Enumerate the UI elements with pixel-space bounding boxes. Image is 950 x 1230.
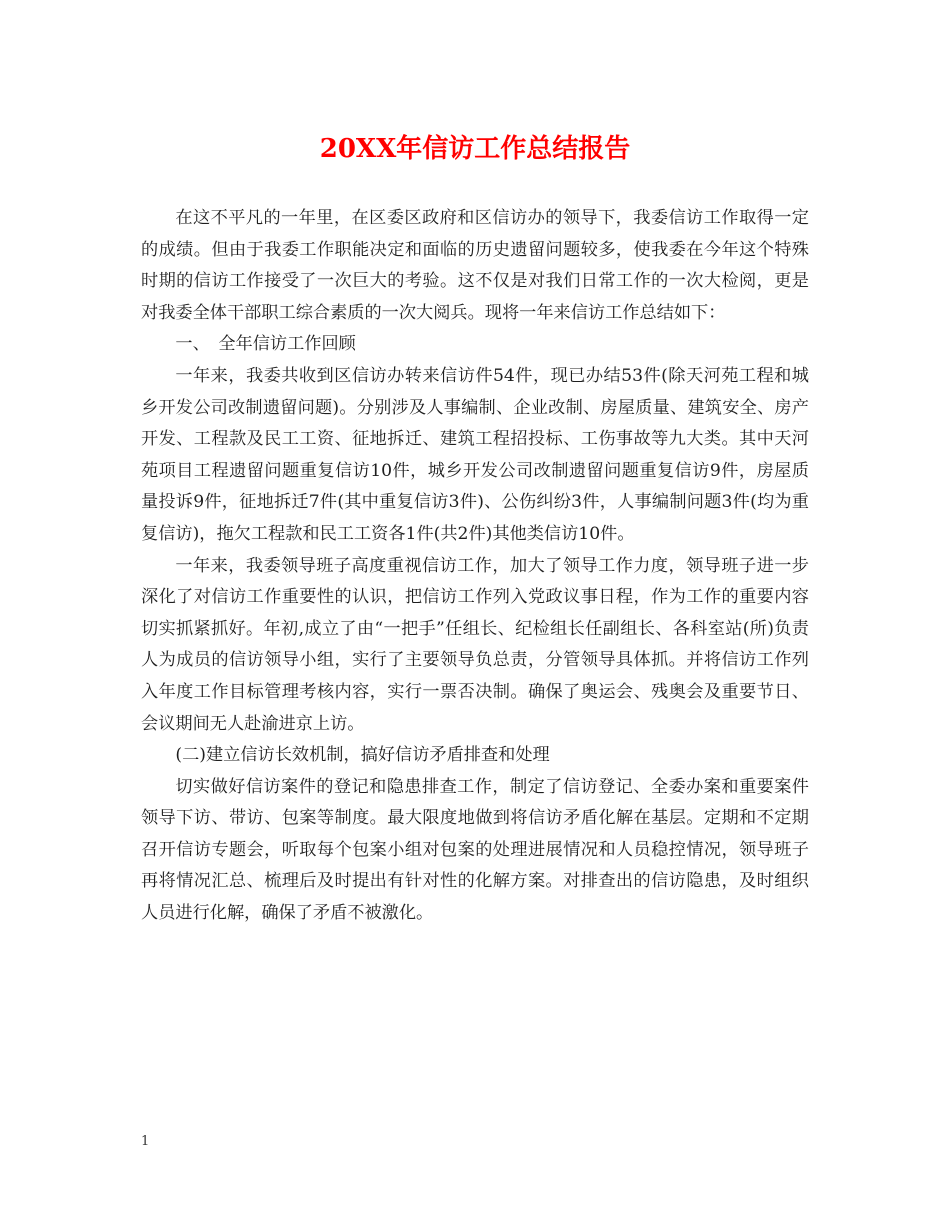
intro-paragraph: 在这不平凡的一年里，在区委区政府和区信访办的领导下，我委信访工作取得一定的成绩。但由于我委工作职能决定和面临的历史遗留问题较多，使我委在今年这个特殊时期的信访工作接受了一次巨大的考验。这不仅是对我们日常工作的一次大检阅，更是对我委全体干部职工综合素质的一次大阅兵。现将一年来信访工作总结如下：: [141, 208, 809, 323]
subsection-heading-mechanism: (二)建立信访长效机制，搞好信访矛盾排查和处理: [175, 745, 550, 766]
mechanism-paragraph: 切实做好信访案件的登记和隐患排查工作，制定了信访登记、全委办案和重要案件领导下访、带访、包案等制度。最大限度地做到将信访矛盾化解在基层。定期和不定期召开信访专题会，听取每个包案小组对包案的处理进展情况和人员稳控情况，领导班子再将情况汇总、梳理后及时提出有针对性的化解方案。对排查出的信访隐患，及时组织人员进行化解，确保了矛盾不被激化。: [141, 776, 809, 924]
document-body: [141, 203, 809, 930]
leadership-paragraph: 一年来，我委领导班子高度重视信访工作，加大了领导工作力度，领导班子进一步深化了对信访工作重要性的认识，把信访工作列入党政议事日程，作为工作的重要内容切实抓紧抓好。年初,成立了由“一把手”任组长、纪检组长任副组长、各科室站(所)负责人为成员的信访领导小组，实行了主要领导负总责，分管领导具体抓。并将信访工作列入年度工作目标管理考核内容，实行一票否决制。确保了奥运会、残奥会及重要节日、会议期间无人赴渝进京上访。: [141, 555, 809, 734]
document-title: 20XX年信访工作总结报告: [319, 134, 631, 164]
page-number: 1: [141, 1134, 150, 1149]
section-heading-review: 一、 全年信访工作回顾: [175, 334, 356, 355]
statistics-paragraph: 一年来，我委共收到区信访办转来信访件54件，现已办结53件(除天河苑工程和城乡开发公司改制遗留问题)。分别涉及人事编制、企业改制、房屋质量、建筑安全、房产开发、工程款及民工工资、征地拆迁、建筑工程招投标、工伤事故等九大类。其中天河苑项目工程遗留问题重复信访10件，城乡开发公司改制遗留问题重复信访9件，房屋质量投诉9件，征地拆迁7件(其中重复信访3件)、公伤纠纷3件，人事编制问题3件(均为重复信访)，拖欠工程款和民工工资各1件(共2件)其他类信访10件。: [141, 365, 809, 544]
